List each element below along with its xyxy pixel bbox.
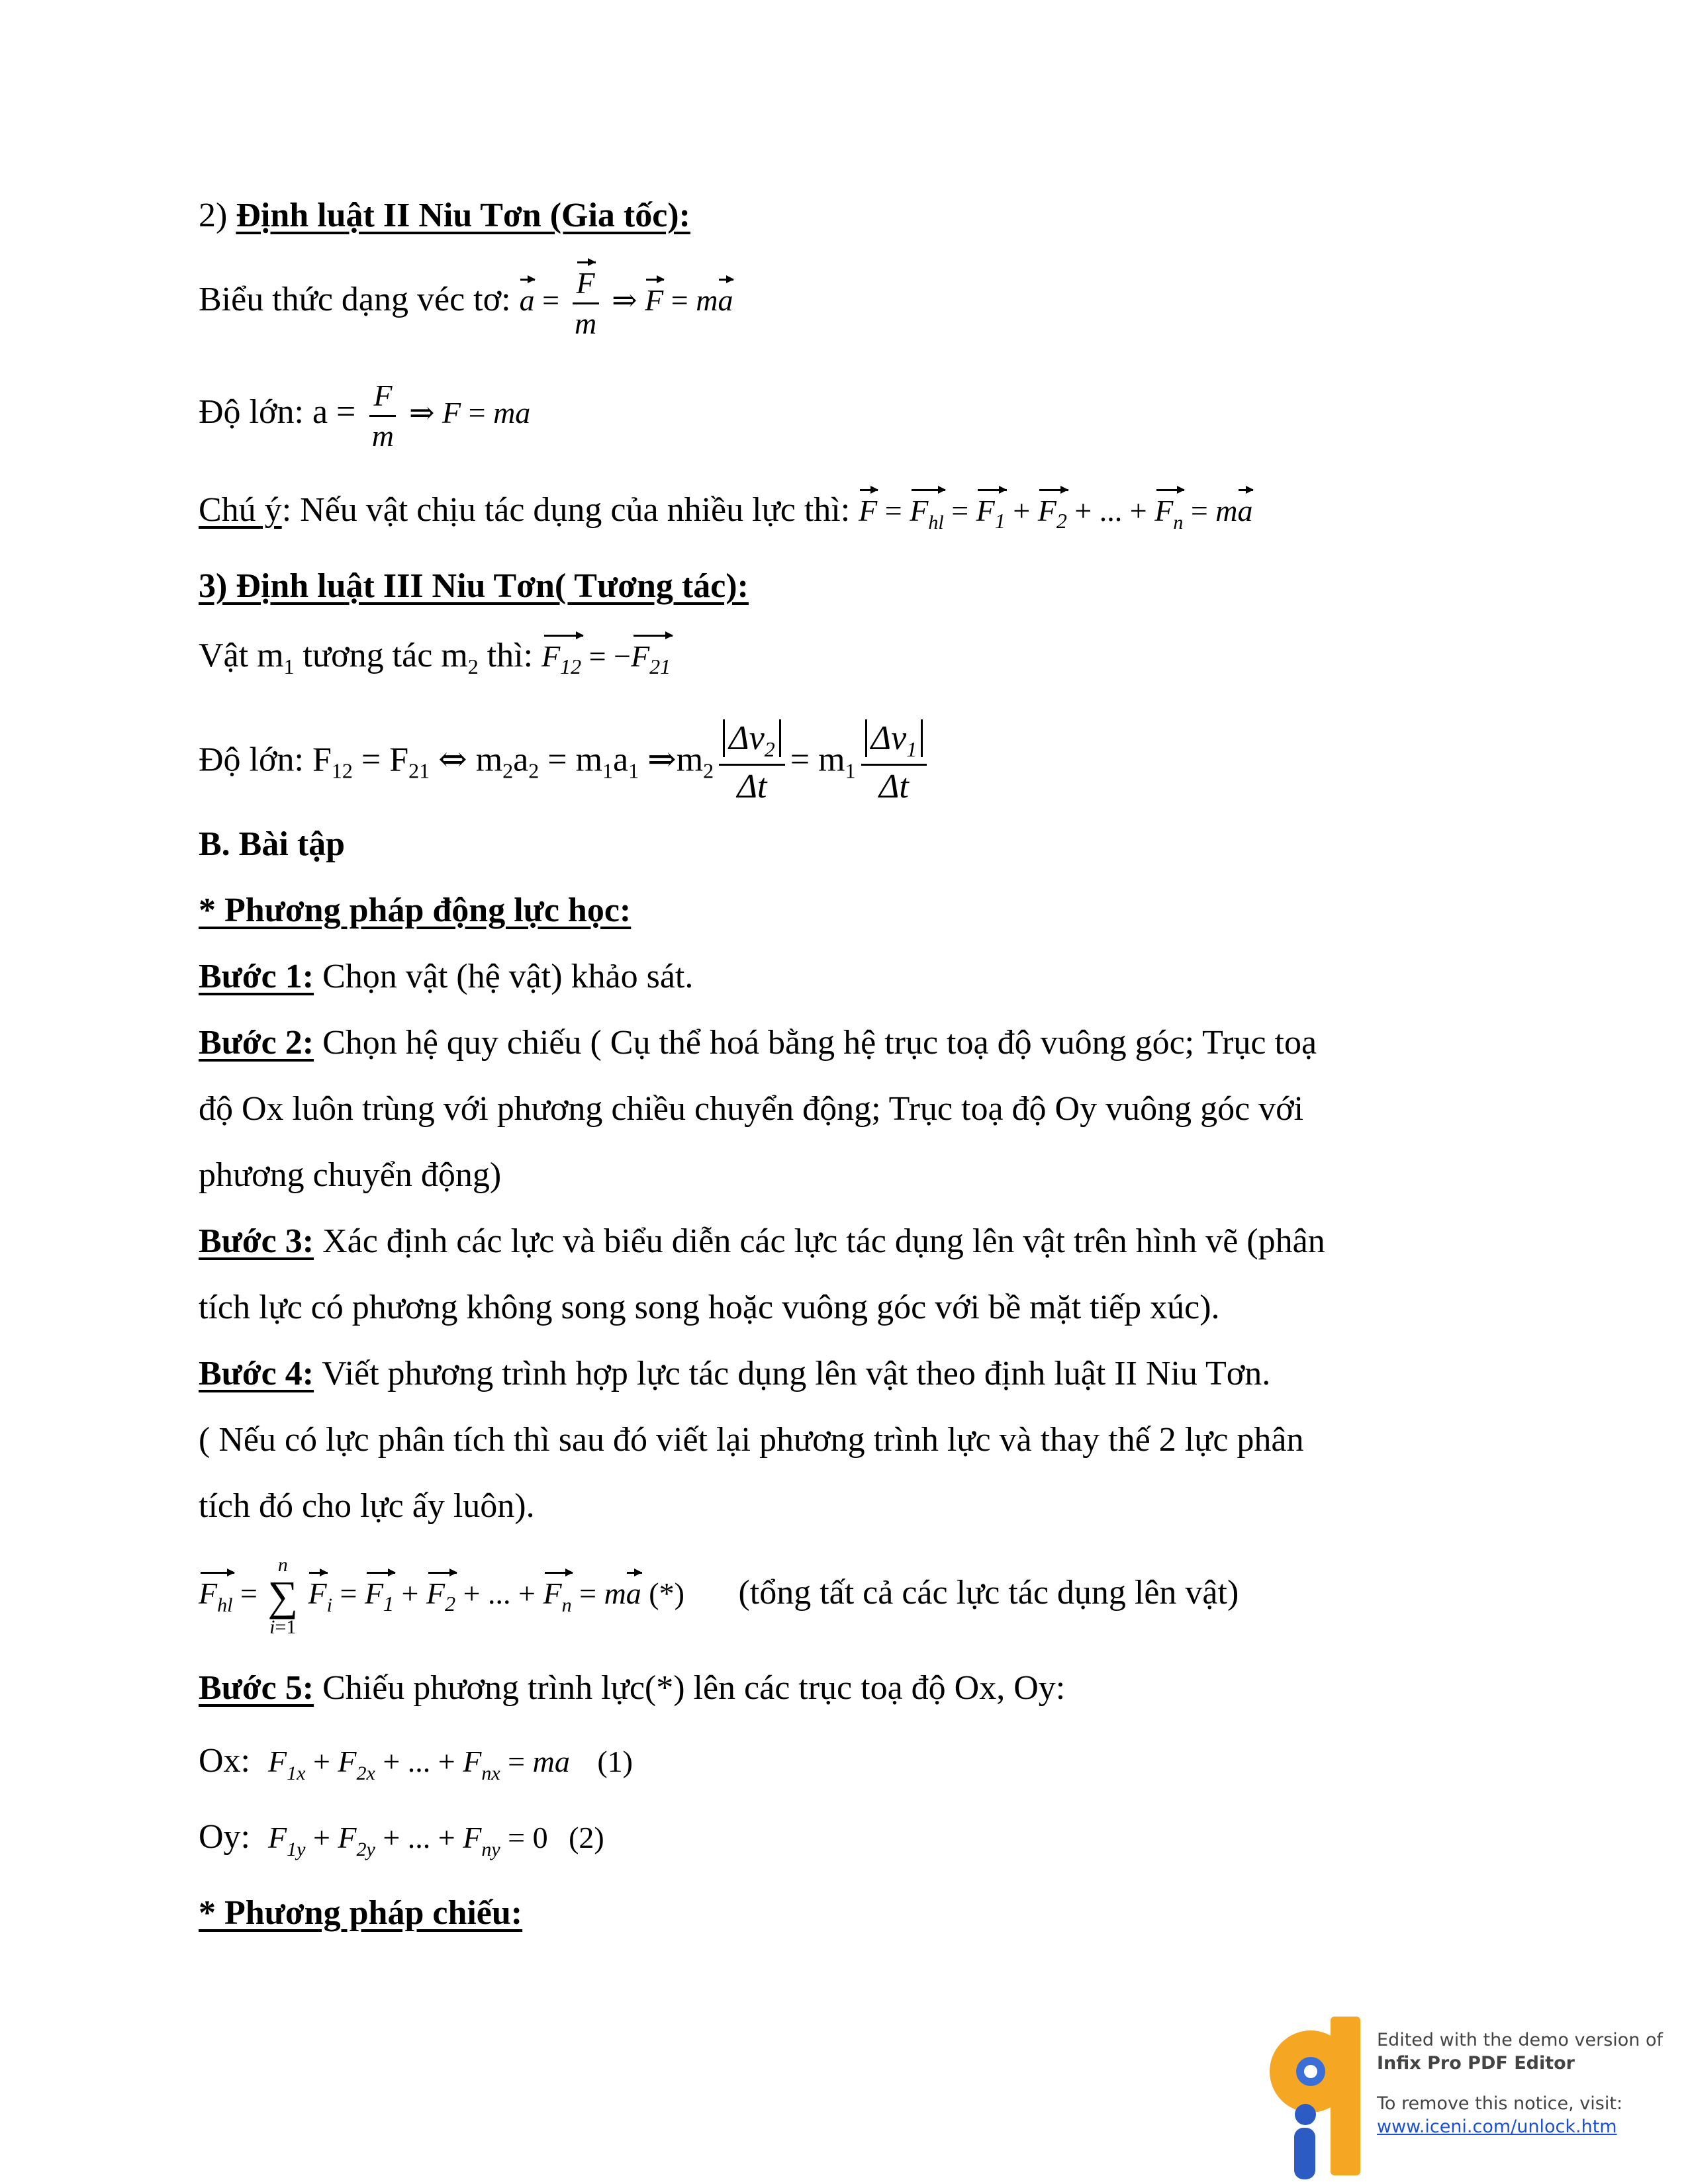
step-2-line-2: độ Ox luôn trùng với phương chiều chuyển động; Trục toạ độ Oy vuông góc với [199, 1090, 1304, 1128]
vector-formula: a = $\frac{F}{m}$ ⇒ F = ma [519, 266, 733, 340]
note-text: : Nếu vật chịu tác dụng của nhiều lực thì: [281, 491, 851, 529]
section-2-title: Định luật II Niu Tơn (Gia tốc): [236, 197, 690, 234]
step-5 [199, 1671, 1065, 1706]
dynamics-method-title: * Phương pháp động lực học: [199, 891, 632, 929]
step-4-text: Viết phương trình hợp lực tác dụng lên vật theo định luật II Niu Tơn. [314, 1355, 1271, 1392]
step-2-line-3: phương chuyển động) [199, 1156, 502, 1194]
step-3 [199, 1224, 1325, 1259]
ox-equation-line [199, 1744, 633, 1784]
sum-formula-line [199, 1555, 1239, 1637]
step-4 [199, 1357, 1270, 1391]
step-1-text: Chọn vật (hệ vật) khảo sát. [314, 958, 694, 995]
sum-formula: $F_{hl} = n$ ∑ i=1 $F_i = F_1 + F_2$ + ... + $F_n$ = ma (*) [199, 1554, 692, 1638]
section-number: 2) [199, 197, 228, 234]
step-5-label: Bước 5: [199, 1669, 314, 1707]
oy-label: Oy: [199, 1818, 250, 1856]
oy-equation: $F_{1y} + F_{2y}$ + ... + $F_{ny} = 0$ [268, 1821, 556, 1860]
oy-tag: (2) [569, 1821, 604, 1854]
magnitude-line [199, 381, 530, 451]
step-4-line-2: ( Nếu có lực phân tích thì sau đó viết lại phương trình lực và thay thế 2 lực phân [199, 1421, 1304, 1459]
step-2 [199, 1026, 1317, 1060]
ox-equation: $F_{1x} + F_{2x}$ + ... + $F_{nx}$ = ma [268, 1745, 570, 1784]
step-4-label: Bước 4: [199, 1355, 314, 1392]
step-3-line-2: tích lực có phương không song song hoặc vuông góc với bề mặt tiếp xúc). [199, 1289, 1220, 1326]
step-3-label: Bước 3: [199, 1222, 314, 1260]
watermark-link[interactable]: www.iceni.com/unlock.htm [1377, 2116, 1617, 2138]
vector-form-line [199, 268, 733, 339]
ox-label: Ox: [199, 1742, 250, 1780]
vector-form-label: Biểu thức dạng véc tơ: [199, 281, 511, 319]
watermark-line-1: Edited with the demo version of [1377, 2030, 1664, 2050]
third-law-formula: $F_{12} = -F_{21}$ [541, 639, 671, 679]
projection-method-title: * Phương pháp chiếu: [199, 1894, 523, 1932]
watermark-line-2: Infix Pro PDF Editor [1377, 2053, 1575, 2074]
interaction-end: thì: [478, 637, 534, 674]
magnitude-formula: $\frac{F}{m}$ ⇒ F = ma [364, 396, 530, 430]
interaction-line: Vật $m_1$ tương tác $m_2$ thì: $F_{12} = -F_{21}$ [199, 637, 671, 679]
third-law-magnitude-label: Độ lớn: F [199, 741, 332, 779]
step-2-label: Bước 2: [199, 1024, 314, 1062]
interaction-label: Vật m [199, 637, 284, 674]
magnitude-label: Độ lớn: a = [199, 393, 356, 432]
section-b-title: B. Bài tập [199, 825, 346, 863]
step-5-text: Chiếu phương trình lực(*) lên các trục toạ độ Ox, Oy: [314, 1669, 1066, 1707]
step-1-label: Bước 1: [199, 958, 314, 995]
step-4-line-3: tích đó cho lực ấy luôn). [199, 1487, 535, 1525]
watermark-line-3: To remove this notice, visit: [1377, 2093, 1623, 2115]
interaction-mid: tương tác m [294, 637, 468, 674]
step-1 [199, 960, 693, 994]
net-force-formula: $F = F_{hl} = F_1 + F_2$ + ... + $F_n$ = ma [859, 494, 1253, 533]
ox-tag: (1) [597, 1745, 633, 1778]
step-3-text: Xác định các lực và biểu diễn các lực tác dụng lên vật trên hình vẽ (phân [314, 1222, 1325, 1260]
section-3-title: 3) Định luật III Niu Tơn( Tương tác): [199, 567, 749, 605]
note-line [199, 493, 1253, 533]
step-2-text: Chọn hệ quy chiếu ( Cụ thể hoá bằng hệ trục toạ độ vuông góc; Trục toạ [314, 1024, 1317, 1062]
infix-watermark [1258, 2015, 1681, 2181]
section-2-heading [199, 199, 690, 233]
infix-logo-icon [1258, 2015, 1377, 2181]
third-law-magnitude-line: Độ lớn: $F_{12} = F_{21}$ ⇔ $m_2a_2 = m_1a_1$ $\Rightarrow m_2$ $\frac{\Delta v_2}{\Delta t}$ = $m_1$ $\frac{\Delta v_1}{\Delta t}$ [199, 721, 932, 804]
oy-equation-line [199, 1820, 604, 1860]
sum-note: (tổng tất cả các lực tác dụng lên vật) [738, 1573, 1239, 1612]
note-label: Chú ý [199, 491, 282, 529]
